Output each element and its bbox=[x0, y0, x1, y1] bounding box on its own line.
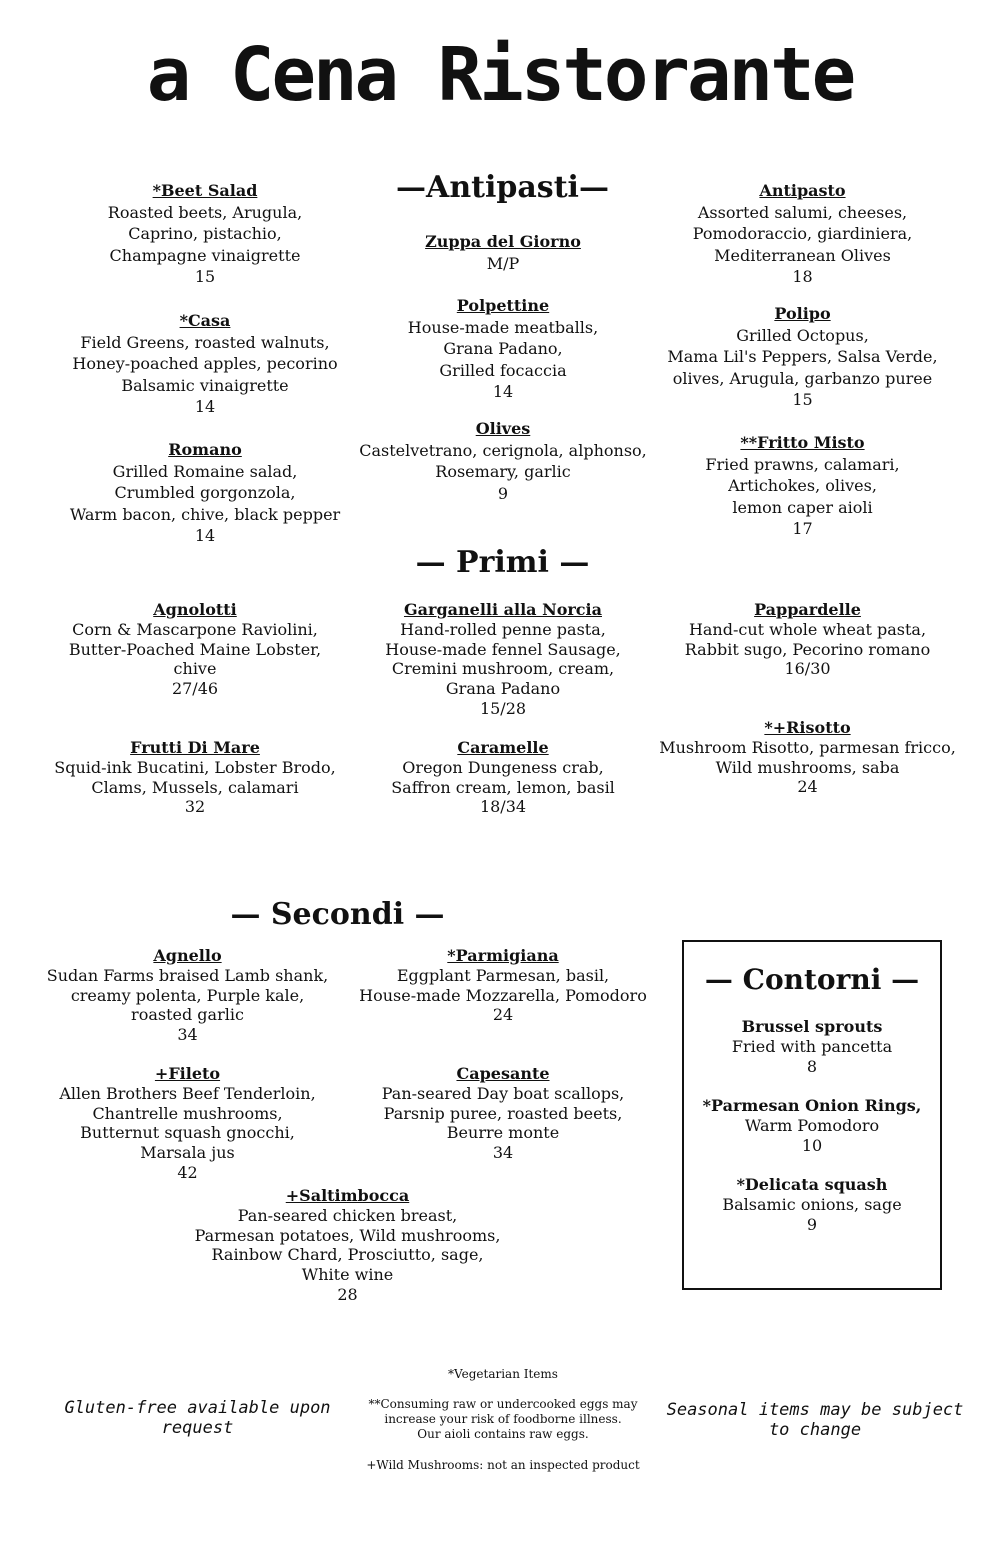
menu-item-beet-salad bbox=[40, 180, 370, 288]
item-description: Assorted salumi, cheeses, Pomodoraccio, giardiniera, Mediterranean Olives bbox=[692, 202, 913, 265]
menu-item-parmigiana bbox=[345, 946, 661, 1025]
menu-item-pappardelle bbox=[640, 600, 975, 679]
secondi-heading: — Secondi — bbox=[230, 897, 445, 932]
item-name: Polpettine bbox=[456, 296, 550, 315]
item-name: *Parmigiana bbox=[447, 946, 559, 965]
item-description: Mushroom Risotto, parmesan fricco, Wild mushrooms, saba bbox=[659, 737, 956, 777]
item-name: *Delicata squash bbox=[736, 1175, 888, 1194]
item-name: Olives bbox=[475, 419, 531, 438]
item-description: Eggplant Parmesan, basil, House-made Mozzarella, Pomodoro bbox=[359, 965, 647, 1005]
item-description: House-made meatballs, Grana Padano, Grilled focaccia bbox=[407, 317, 599, 380]
item-description: Sudan Farms braised Lamb shank, creamy polenta, Purple kale, roasted garlic bbox=[46, 965, 329, 1025]
menu-item-fritto-misto bbox=[640, 432, 965, 540]
item-price: M/P bbox=[486, 253, 520, 273]
menu-item-fileto bbox=[30, 1064, 345, 1183]
item-description: Oregon Dungeness crab, Saffron cream, lemon, basil bbox=[391, 757, 615, 797]
menu-item-brussel-sprouts bbox=[684, 1017, 940, 1076]
item-name: Pappardelle bbox=[754, 600, 861, 619]
item-price: 10 bbox=[801, 1135, 823, 1155]
item-price: 9 bbox=[497, 483, 509, 503]
item-price: 16/30 bbox=[784, 659, 831, 679]
menu-item-polipo bbox=[640, 303, 965, 411]
menu-item-zuppa bbox=[345, 231, 661, 274]
item-price: 28 bbox=[337, 1284, 358, 1304]
item-description: Field Greens, roasted walnuts, Honey-poached apples, pecorino Balsamic vinaigrette bbox=[72, 332, 338, 395]
antipasti-heading: —Antipasti— bbox=[396, 170, 609, 205]
item-name: Garganelli alla Norcia bbox=[403, 600, 602, 619]
menu-item-garganelli bbox=[345, 600, 661, 719]
wild-mushrooms-note: +Wild Mushrooms: not an inspected product bbox=[366, 1458, 640, 1472]
item-price: 18 bbox=[792, 267, 813, 286]
primi-heading: — Primi — bbox=[415, 545, 590, 580]
menu-item-casa bbox=[40, 310, 370, 418]
item-name: Caramelle bbox=[457, 738, 549, 757]
item-name: *+Risotto bbox=[764, 718, 851, 737]
item-description: Balsamic onions, sage bbox=[722, 1194, 902, 1214]
item-name: Zuppa del Giorno bbox=[425, 232, 581, 251]
item-price: 32 bbox=[184, 797, 206, 817]
item-name: Frutti Di Mare bbox=[130, 738, 260, 757]
item-name: *Parmesan Onion Rings, bbox=[702, 1096, 922, 1115]
item-description: Corn & Mascarpone Raviolini, Butter-Poached Maine Lobster, chive bbox=[68, 619, 322, 679]
item-price: 14 bbox=[492, 382, 514, 401]
item-name: Capesante bbox=[456, 1064, 550, 1083]
item-description: Fried with pancetta bbox=[731, 1036, 893, 1056]
menu-item-agnello bbox=[30, 946, 345, 1045]
menu-item-romano bbox=[40, 439, 370, 547]
item-price: 17 bbox=[792, 519, 813, 538]
menu-item-agnolotti bbox=[30, 600, 360, 699]
item-name: Agnello bbox=[153, 946, 222, 965]
menu-item-olives bbox=[345, 418, 661, 504]
item-price: 15 bbox=[194, 267, 216, 286]
item-description: Grilled Octopus, Mama Lil's Peppers, Salsa Verde, olives, Arugula, garbanzo puree bbox=[667, 325, 938, 388]
item-description: Pan-seared Day boat scallops, Parsnip puree, roasted beets, Beurre monte bbox=[381, 1083, 625, 1143]
item-description: Warm Pomodoro bbox=[744, 1115, 880, 1135]
menu-item-caramelle bbox=[345, 738, 661, 817]
item-description: Squid-ink Bucatini, Lobster Brodo, Clams, Mussels, calamari bbox=[54, 757, 336, 797]
menu-item-polpettine bbox=[345, 295, 661, 403]
item-name: Romano bbox=[168, 440, 242, 459]
item-price: 15 bbox=[792, 390, 813, 409]
menu-item-delicata-squash bbox=[684, 1175, 940, 1234]
item-price: 42 bbox=[177, 1162, 198, 1182]
item-name: Brussel sprouts bbox=[741, 1017, 883, 1036]
raw-eggs-note: **Consuming raw or undercooked eggs may increase your risk of foodborne illness. Our aioli contains raw eggs. bbox=[368, 1397, 638, 1441]
item-price: 27/46 bbox=[171, 679, 219, 699]
item-description: Castelvetrano, cerignola, alphonso, Rosemary, garlic bbox=[359, 440, 647, 481]
menu-item-onion-rings bbox=[684, 1096, 940, 1155]
contorni-box bbox=[682, 940, 942, 1290]
item-description: Fried prawns, calamari, Artichokes, olives, lemon caper aioli bbox=[705, 454, 900, 517]
item-description: Roasted beets, Arugula, Caprino, pistachio, Champagne vinaigrette bbox=[107, 202, 303, 265]
item-price: 34 bbox=[492, 1143, 514, 1163]
item-name: **Fritto Misto bbox=[740, 433, 865, 452]
menu-item-risotto bbox=[635, 718, 980, 797]
item-price: 24 bbox=[492, 1005, 514, 1025]
item-price: 14 bbox=[194, 526, 216, 545]
contorni-heading: — Contorni — bbox=[704, 963, 920, 996]
item-price: 14 bbox=[194, 397, 216, 416]
menu-item-antipasto bbox=[640, 180, 965, 288]
item-description: Allen Brothers Beef Tenderloin, Chantrelle mushrooms, Butternut squash gnocchi, Marsala jus bbox=[59, 1083, 316, 1163]
item-description: Hand-cut whole wheat pasta, Rabbit sugo, Pecorino romano bbox=[684, 619, 931, 659]
item-description: Hand-rolled penne pasta, House-made fennel Sausage, Cremini mushroom, cream, Grana Padano bbox=[385, 619, 621, 699]
item-description: Pan-seared chicken breast, Parmesan potatoes, Wild mushrooms, Rainbow Chard, Prosciutto, sage, White wine bbox=[194, 1205, 501, 1285]
item-name: *Beet Salad bbox=[152, 181, 258, 200]
menu-item-capesante bbox=[345, 1064, 661, 1163]
menu-item-saltimbocca bbox=[170, 1186, 525, 1305]
item-description: Grilled Romaine salad, Crumbled gorgonzola, Warm bacon, chive, black pepper bbox=[69, 461, 341, 524]
gluten-free-note: Gluten-free available upon request bbox=[64, 1398, 331, 1438]
vegetarian-note: *Vegetarian Items bbox=[448, 1367, 558, 1381]
seasonal-note: Seasonal items may be subject to change bbox=[666, 1400, 964, 1440]
item-name: Polipo bbox=[774, 304, 831, 323]
item-price: 34 bbox=[177, 1025, 198, 1045]
item-name: +Fileto bbox=[154, 1064, 221, 1083]
item-price: 15/28 bbox=[479, 698, 527, 718]
item-name: Agnolotti bbox=[153, 600, 237, 619]
restaurant-title: a Cena Ristorante bbox=[146, 32, 854, 118]
item-name: *Casa bbox=[179, 311, 231, 330]
menu-item-frutti-di-mare bbox=[30, 738, 360, 817]
item-price: 18/34 bbox=[479, 797, 527, 817]
item-name: +Saltimbocca bbox=[285, 1186, 410, 1205]
item-price: 8 bbox=[806, 1056, 818, 1076]
item-name: Antipasto bbox=[759, 181, 846, 200]
item-price: 9 bbox=[806, 1214, 818, 1234]
item-price: 24 bbox=[797, 777, 818, 797]
